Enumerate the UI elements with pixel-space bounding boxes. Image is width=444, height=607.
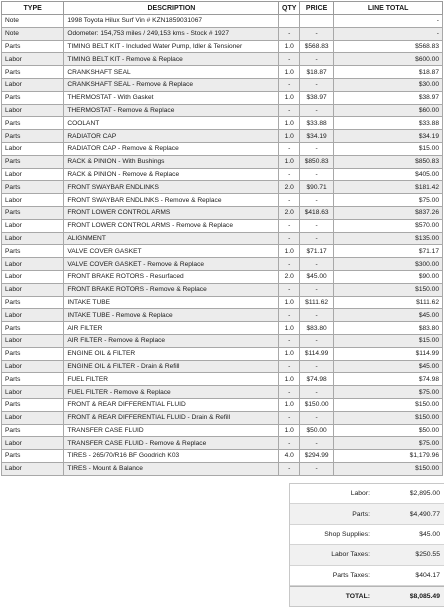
summary-row [290,525,444,545]
table-row [2,232,443,245]
summary-row [290,484,444,504]
row-line-total: $570.00 [334,219,443,232]
row-type: Labor [2,168,64,181]
row-price: $90.71 [299,181,333,194]
row-type: Parts [2,117,64,130]
row-price: $18.87 [299,66,333,79]
row-type: Labor [2,78,64,91]
row-description: INTAKE TUBE - Remove & Replace [64,309,279,322]
table-row [2,27,443,40]
row-line-total: $34.19 [334,130,443,143]
table-row [2,219,443,232]
row-line-total: $15.00 [334,142,443,155]
header-description: DESCRIPTION [64,2,279,15]
row-qty: 1.0 [279,130,299,143]
row-price: - [299,360,333,373]
row-qty [279,15,299,28]
row-price: $74.98 [299,373,333,386]
row-price: - [299,462,333,475]
row-line-total: $90.00 [334,270,443,283]
row-qty: - [279,232,299,245]
row-line-total: $837.26 [334,206,443,219]
row-price: $83.80 [299,322,333,335]
row-description: INTAKE TUBE [64,296,279,309]
row-line-total: $83.80 [334,322,443,335]
row-type: Parts [2,450,64,463]
table-row [2,309,443,322]
row-type: Labor [2,462,64,475]
table-row [2,270,443,283]
row-description: ENGINE OIL & FILTER - Drain & Refill [64,360,279,373]
summary-value: $2,895.00 [409,490,440,498]
summary-row [290,566,444,586]
table-row [2,155,443,168]
row-line-total: $75.00 [334,437,443,450]
row-price: - [299,334,333,347]
row-type: Labor [2,334,64,347]
summary-label: Labor: [350,490,370,498]
summary-value: $45.00 [419,530,440,538]
table-row [2,283,443,296]
row-price: - [299,142,333,155]
row-line-total: $405.00 [334,168,443,181]
row-price: - [299,411,333,424]
row-qty: - [279,437,299,450]
row-qty: - [279,219,299,232]
row-description: RADIATOR CAP - Remove & Replace [64,142,279,155]
row-line-total: $38.97 [334,91,443,104]
row-qty: 1.0 [279,117,299,130]
row-line-total: $111.62 [334,296,443,309]
row-qty: - [279,411,299,424]
row-price: $34.19 [299,130,333,143]
table-row [2,91,443,104]
row-description: AIR FILTER - Remove & Replace [64,334,279,347]
table-row [2,373,443,386]
row-type: Labor [2,232,64,245]
row-type: Labor [2,386,64,399]
table-row [2,360,443,373]
row-description: TIRES - Mount & Balance [64,462,279,475]
table-row [2,322,443,335]
table-row [2,258,443,271]
row-qty: - [279,194,299,207]
row-price: - [299,104,333,117]
row-type: Parts [2,155,64,168]
row-type: Parts [2,91,64,104]
row-type: Labor [2,360,64,373]
row-description: TIMING BELT KIT - Included Water Pump, Idler & Tensioner [64,40,279,53]
row-price: $850.83 [299,155,333,168]
row-price: $418.63 [299,206,333,219]
row-price: $71.17 [299,245,333,258]
summary-label: Parts Taxes: [332,571,370,579]
row-type: Labor [2,437,64,450]
row-line-total: $150.00 [334,411,443,424]
row-type: Labor [2,283,64,296]
row-type: Labor [2,104,64,117]
row-qty: 1.0 [279,322,299,335]
header-price: PRICE [299,2,333,15]
row-type: Labor [2,270,64,283]
row-price: - [299,27,333,40]
row-type: Labor [2,53,64,66]
row-description: RADIATOR CAP [64,130,279,143]
row-price: - [299,386,333,399]
row-price: - [299,437,333,450]
row-qty: - [279,78,299,91]
table-row [2,142,443,155]
row-qty: 1.0 [279,296,299,309]
row-type: Parts [2,66,64,79]
row-type: Labor [2,411,64,424]
row-type: Parts [2,130,64,143]
row-line-total: - [334,27,443,40]
row-line-total: $50.00 [334,424,443,437]
table-row [2,462,443,475]
row-price: - [299,258,333,271]
table-row [2,437,443,450]
table-row [2,78,443,91]
row-type: Parts [2,398,64,411]
row-qty: - [279,258,299,271]
row-price: - [299,219,333,232]
row-description: RACK & PINION - With Bushings [64,155,279,168]
row-qty: - [279,283,299,296]
row-line-total: - [334,15,443,28]
row-qty: 1.0 [279,66,299,79]
table-row [2,206,443,219]
row-line-total: $150.00 [334,398,443,411]
row-line-total: $60.00 [334,104,443,117]
row-description: RACK & PINION - Remove & Replace [64,168,279,181]
summary-label: TOTAL: [345,593,370,601]
table-row [2,104,443,117]
summary-row [290,586,444,606]
row-qty: - [279,462,299,475]
row-qty: - [279,104,299,117]
row-line-total: $181.42 [334,181,443,194]
row-description: FRONT BRAKE ROTORS - Resurfaced [64,270,279,283]
row-description: TIRES - 265/70/R16 BF Goodrich K03 [64,450,279,463]
row-description: CRANKSHAFT SEAL - Remove & Replace [64,78,279,91]
row-price: - [299,194,333,207]
row-type: Parts [2,296,64,309]
row-line-total: $150.00 [334,283,443,296]
row-type: Parts [2,373,64,386]
row-price: $45.00 [299,270,333,283]
summary-label: Shop Supplies: [324,530,370,538]
row-line-total: $135.00 [334,232,443,245]
row-description: FRONT SWAYBAR ENDLINKS - Remove & Replace [64,194,279,207]
table-row [2,424,443,437]
row-price: - [299,53,333,66]
summary-label: Parts: [352,510,370,518]
row-type: Labor [2,309,64,322]
row-type: Parts [2,424,64,437]
row-price: $568.83 [299,40,333,53]
row-qty: 1.0 [279,398,299,411]
table-row [2,66,443,79]
summary-row [290,545,444,565]
row-qty: - [279,309,299,322]
row-line-total: $30.00 [334,78,443,91]
row-description: 1998 Toyota Hilux Surf Vin # KZN1859031067 [64,15,279,28]
header-qty: QTY [279,2,299,15]
summary-label: Labor Taxes: [331,551,370,559]
row-price: $150.00 [299,398,333,411]
row-price: - [299,78,333,91]
row-description: TRANSFER CASE FLUID - Remove & Replace [64,437,279,450]
table-row [2,334,443,347]
row-line-total: $600.00 [334,53,443,66]
row-qty: 1.0 [279,91,299,104]
row-type: Parts [2,322,64,335]
row-qty: - [279,53,299,66]
row-line-total: $568.83 [334,40,443,53]
row-description: THERMOSTAT - Remove & Replace [64,104,279,117]
row-type: Parts [2,206,64,219]
row-qty: - [279,168,299,181]
row-qty: 1.0 [279,40,299,53]
row-qty: 1.0 [279,424,299,437]
row-type: Parts [2,245,64,258]
table-row [2,411,443,424]
row-qty: 4.0 [279,450,299,463]
header-type: TYPE [2,2,64,15]
table-row [2,53,443,66]
row-qty: 1.0 [279,347,299,360]
row-qty: 2.0 [279,270,299,283]
row-line-total: $15.00 [334,334,443,347]
row-description: FRONT LOWER CONTROL ARMS - Remove & Replace [64,219,279,232]
row-type: Labor [2,142,64,155]
row-price: - [299,309,333,322]
row-line-total: $850.83 [334,155,443,168]
row-line-total: $300.00 [334,258,443,271]
row-price: $50.00 [299,424,333,437]
row-price: $111.62 [299,296,333,309]
row-description: FRONT BRAKE ROTORS - Remove & Replace [64,283,279,296]
row-qty: - [279,360,299,373]
summary-value: $4,490.77 [409,510,440,518]
table-row [2,296,443,309]
row-line-total: $74.98 [334,373,443,386]
row-line-total: $1,179.96 [334,450,443,463]
row-description: VALVE COVER GASKET - Remove & Replace [64,258,279,271]
row-qty: - [279,334,299,347]
table-row [2,245,443,258]
row-type: Note [2,15,64,28]
row-price: - [299,168,333,181]
summary-value: $8,085.49 [409,593,440,601]
row-price: $38.97 [299,91,333,104]
table-row [2,450,443,463]
table-row [2,386,443,399]
table-row [2,15,443,28]
table-row [2,130,443,143]
row-type: Note [2,27,64,40]
row-description: ENGINE OIL & FILTER [64,347,279,360]
table-row [2,168,443,181]
invoice-table [1,1,443,476]
row-price: $33.88 [299,117,333,130]
row-price: - [299,283,333,296]
row-type: Parts [2,347,64,360]
row-description: CRANKSHAFT SEAL [64,66,279,79]
row-line-total: $75.00 [334,386,443,399]
row-type: Labor [2,194,64,207]
row-description: VALVE COVER GASKET [64,245,279,258]
row-description: FRONT & REAR DIFFERENTIAL FLUID [64,398,279,411]
table-row [2,181,443,194]
table-row [2,347,443,360]
row-line-total: $45.00 [334,309,443,322]
row-description: Odometer: 154,753 miles / 249,153 kms - Stock # 1927 [64,27,279,40]
row-line-total: $71.17 [334,245,443,258]
row-qty: - [279,142,299,155]
row-type: Labor [2,219,64,232]
row-qty: 1.0 [279,155,299,168]
row-price [299,15,333,28]
summary-value: $250.55 [415,551,440,559]
row-description: TRANSFER CASE FLUID [64,424,279,437]
row-line-total: $75.00 [334,194,443,207]
row-line-total: $45.00 [334,360,443,373]
row-description: FRONT LOWER CONTROL ARMS [64,206,279,219]
row-description: ALIGNMENT [64,232,279,245]
row-qty: 2.0 [279,181,299,194]
row-qty: - [279,386,299,399]
row-line-total: $150.00 [334,462,443,475]
row-type: Parts [2,181,64,194]
table-row [2,398,443,411]
header-line-total: LINE TOTAL [334,2,443,15]
invoice-rows [2,15,443,476]
row-description: FUEL FILTER - Remove & Replace [64,386,279,399]
row-qty: - [279,27,299,40]
row-description: FRONT SWAYBAR ENDLINKS [64,181,279,194]
row-description: COOLANT [64,117,279,130]
summary-value: $404.17 [415,571,440,579]
row-qty: 2.0 [279,206,299,219]
row-description: THERMOSTAT - With Gasket [64,91,279,104]
row-description: TIMING BELT KIT - Remove & Replace [64,53,279,66]
row-price: $114.99 [299,347,333,360]
row-description: AIR FILTER [64,322,279,335]
header-row [2,2,443,15]
row-description: FRONT & REAR DIFFERENTIAL FLUID - Drain & Refill [64,411,279,424]
totals-summary [289,483,444,607]
row-price: - [299,232,333,245]
summary-row [290,504,444,524]
row-line-total: $18.87 [334,66,443,79]
row-line-total: $114.99 [334,347,443,360]
row-qty: 1.0 [279,373,299,386]
row-type: Labor [2,258,64,271]
table-row [2,40,443,53]
row-description: FUEL FILTER [64,373,279,386]
table-row [2,194,443,207]
row-line-total: $33.88 [334,117,443,130]
row-qty: 1.0 [279,245,299,258]
row-price: $294.99 [299,450,333,463]
row-type: Parts [2,40,64,53]
table-row [2,117,443,130]
